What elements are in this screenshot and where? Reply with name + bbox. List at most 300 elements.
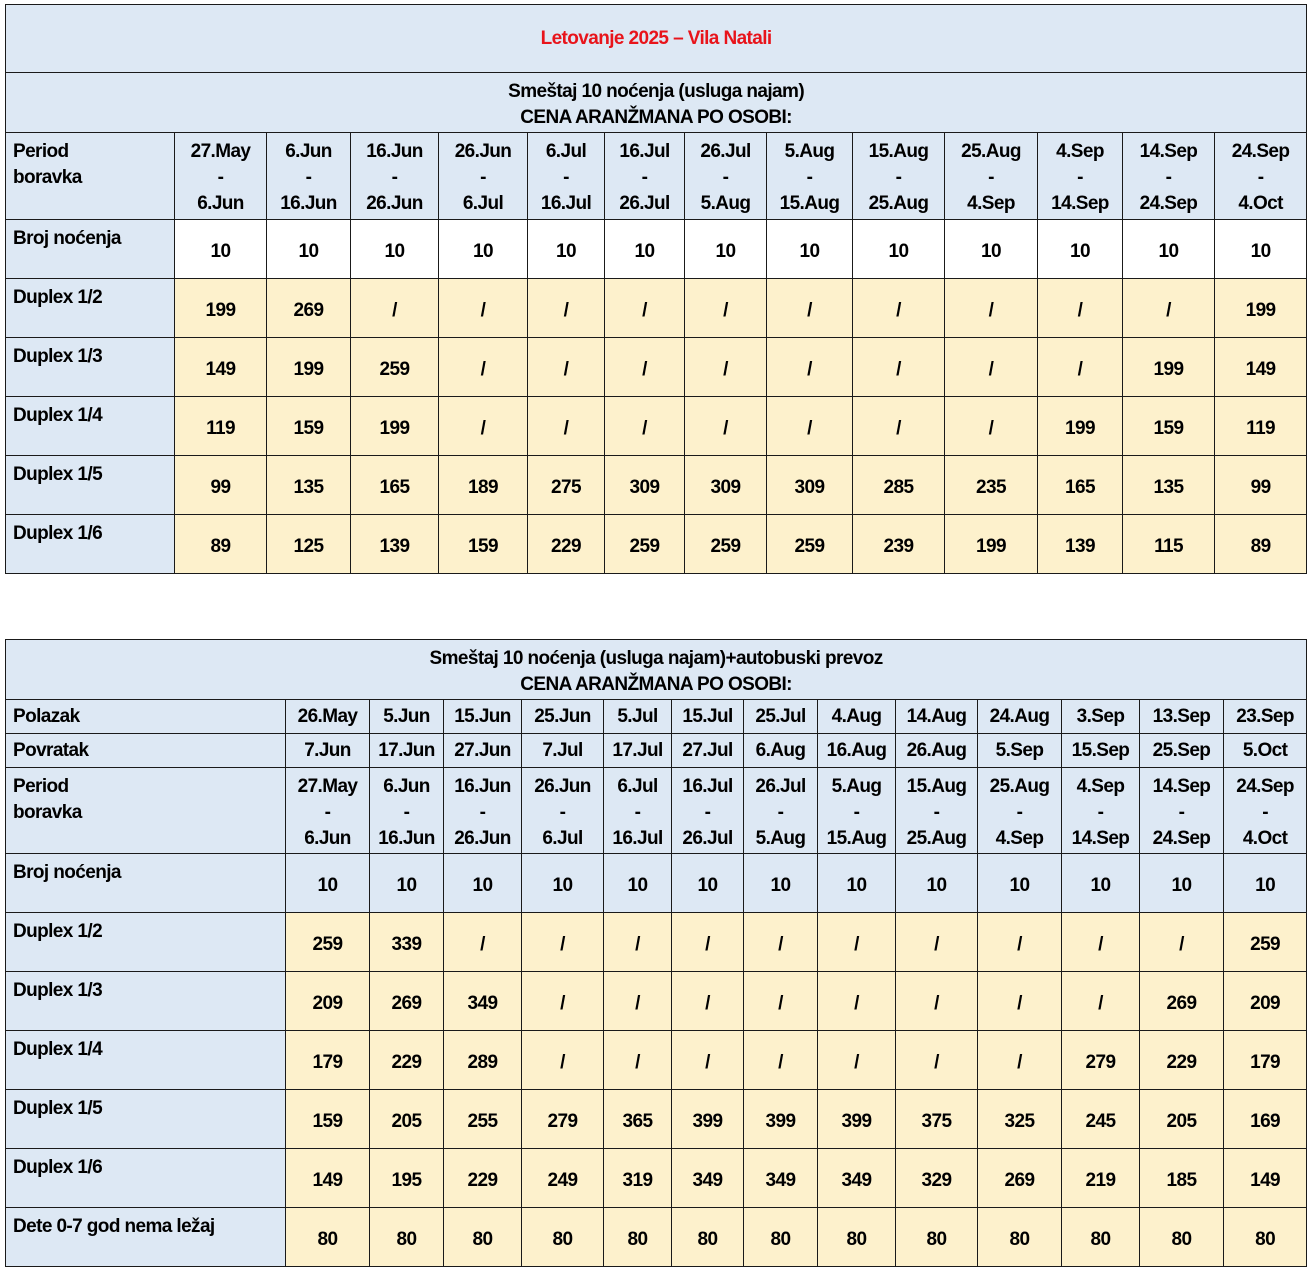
price-cell: 349 xyxy=(444,972,522,1031)
nights-cell: 10 xyxy=(896,854,978,913)
period-cell xyxy=(685,133,767,220)
price-cell: 89 xyxy=(1215,515,1307,574)
return-date: 16.Aug xyxy=(818,734,896,768)
room-type-label: Duplex 1/2 xyxy=(6,913,286,972)
period-label xyxy=(6,768,286,854)
nights-cell: 10 xyxy=(1224,854,1307,913)
price-cell: / xyxy=(685,397,767,456)
price-cell: 209 xyxy=(1224,972,1307,1031)
period-dash: - xyxy=(1257,167,1264,188)
room-type-label: Duplex 1/4 xyxy=(6,397,175,456)
price-cell: 115 xyxy=(1123,515,1215,574)
room-type-label: Duplex 1/3 xyxy=(6,972,286,1031)
period-to: 6.Jun xyxy=(197,193,244,214)
price-cell: 399 xyxy=(672,1090,744,1149)
period-cell xyxy=(370,768,444,854)
table-header xyxy=(6,640,1307,700)
price-cell: 309 xyxy=(685,456,767,515)
price-cell: / xyxy=(978,913,1062,972)
table-row xyxy=(6,456,1307,515)
nights-row xyxy=(6,854,1307,913)
return-date: 7.Jul xyxy=(522,734,604,768)
price-cell: / xyxy=(978,972,1062,1031)
nights-cell: 10 xyxy=(1215,220,1307,279)
period-from: 15.Aug xyxy=(906,776,967,797)
table-row xyxy=(6,972,1307,1031)
period-dash: - xyxy=(1016,802,1023,823)
price-cell: 80 xyxy=(818,1208,896,1267)
price-cell: 149 xyxy=(1215,338,1307,397)
period-cell xyxy=(1140,768,1224,854)
period-dash: - xyxy=(806,167,813,188)
price-cell: 195 xyxy=(370,1149,444,1208)
period-to: 26.Jul xyxy=(682,828,733,849)
price-cell: 279 xyxy=(522,1090,604,1149)
period-cell xyxy=(444,768,522,854)
price-cell: 279 xyxy=(1062,1031,1140,1090)
nights-cell: 10 xyxy=(853,220,945,279)
nights-cell: 10 xyxy=(1140,854,1224,913)
period-to: 16.Jul xyxy=(612,828,663,849)
period-dash: - xyxy=(305,167,312,188)
period-to: 5.Aug xyxy=(755,828,806,849)
return-date: 27.Jun xyxy=(444,734,522,768)
price-cell: / xyxy=(896,913,978,972)
price-cell: / xyxy=(522,913,604,972)
price-cell: 275 xyxy=(528,456,605,515)
price-cell: 375 xyxy=(896,1090,978,1149)
return-date: 5.Oct xyxy=(1224,734,1307,768)
price-cell: / xyxy=(605,338,685,397)
price-cell: / xyxy=(1062,972,1140,1031)
price-cell: / xyxy=(853,279,945,338)
nights-cell: 10 xyxy=(439,220,528,279)
period-cell xyxy=(604,768,672,854)
nights-cell: 10 xyxy=(1123,220,1215,279)
nights-cell: 10 xyxy=(286,854,370,913)
period-cell xyxy=(439,133,528,220)
price-cell: 159 xyxy=(286,1090,370,1149)
period-dash: - xyxy=(1178,802,1185,823)
price-cell: / xyxy=(672,972,744,1031)
price-cell: / xyxy=(685,338,767,397)
room-type-label: Duplex 1/6 xyxy=(6,515,175,574)
nights-cell: 10 xyxy=(672,854,744,913)
nights-cell: 10 xyxy=(444,854,522,913)
departure-date: 15.Jun xyxy=(444,700,522,734)
price-cell: / xyxy=(767,338,853,397)
departure-date: 5.Jun xyxy=(370,700,444,734)
price-cell: 80 xyxy=(1224,1208,1307,1267)
departure-date: 4.Aug xyxy=(818,700,896,734)
period-dash: - xyxy=(480,167,486,188)
price-cell: / xyxy=(1062,913,1140,972)
price-cell: 229 xyxy=(1140,1031,1224,1090)
price-cell: 199 xyxy=(1038,397,1123,456)
price-cell: 229 xyxy=(444,1149,522,1208)
room-type-label: Dete 0-7 god nema ležaj xyxy=(6,1208,286,1267)
price-cell: / xyxy=(685,279,767,338)
period-to: 16.Jun xyxy=(378,828,435,849)
nights-cell: 10 xyxy=(351,220,439,279)
departure-date: 3.Sep xyxy=(1062,700,1140,734)
period-label-line-1: Period xyxy=(13,141,69,162)
period-dash: - xyxy=(1262,802,1268,823)
table-row xyxy=(6,338,1307,397)
price-cell: 80 xyxy=(444,1208,522,1267)
period-from: 16.Jul xyxy=(619,141,670,162)
table-row xyxy=(6,397,1307,456)
price-cell: 165 xyxy=(351,456,439,515)
price-cell: 159 xyxy=(267,397,351,456)
period-dash: - xyxy=(1077,167,1083,188)
price-cell: 80 xyxy=(522,1208,604,1267)
price-cell: / xyxy=(351,279,439,338)
price-cell: / xyxy=(896,972,978,1031)
price-cell: 149 xyxy=(1224,1149,1307,1208)
period-cell xyxy=(175,133,267,220)
price-cell: / xyxy=(604,1031,672,1090)
period-dash: - xyxy=(559,802,566,823)
return-date: 25.Sep xyxy=(1140,734,1224,768)
nights-cell: 10 xyxy=(978,854,1062,913)
period-from: 25.Aug xyxy=(961,141,1021,162)
period-dash: - xyxy=(324,802,331,823)
period-cell xyxy=(767,133,853,220)
nights-cell: 10 xyxy=(1062,854,1140,913)
table-row xyxy=(6,1208,1307,1267)
nights-cell: 10 xyxy=(175,220,267,279)
price-cell: 259 xyxy=(685,515,767,574)
period-from: 15.Aug xyxy=(868,141,929,162)
price-cell: 349 xyxy=(744,1149,818,1208)
period-to: 6.Jul xyxy=(542,828,583,849)
price-cell: 189 xyxy=(439,456,528,515)
price-cell: / xyxy=(744,972,818,1031)
room-type-label: Duplex 1/6 xyxy=(6,1149,286,1208)
period-from: 27.May xyxy=(297,776,358,797)
price-cell: 169 xyxy=(1224,1090,1307,1149)
price-cell: / xyxy=(439,338,528,397)
period-to: 26.Jun xyxy=(366,193,423,214)
period-cell xyxy=(1224,768,1307,854)
period-to: 25.Aug xyxy=(868,193,929,214)
page-title: Letovanje 2025 – Vila Natali xyxy=(6,5,1307,73)
period-dash: - xyxy=(933,802,940,823)
period-to: 4.Sep xyxy=(995,828,1044,849)
price-cell: 80 xyxy=(286,1208,370,1267)
price-cell: 80 xyxy=(744,1208,818,1267)
nights-label: Broj noćenja xyxy=(6,220,175,279)
return-date: 6.Aug xyxy=(744,734,818,768)
price-cell: 179 xyxy=(1224,1031,1307,1090)
period-dash: - xyxy=(1165,167,1172,188)
nights-cell: 10 xyxy=(370,854,444,913)
header-line-1: Smeštaj 10 noćenja (usluga najam) xyxy=(508,80,805,102)
price-cell: 285 xyxy=(853,456,945,515)
price-cell: 139 xyxy=(1038,515,1123,574)
price-cell: 179 xyxy=(286,1031,370,1090)
nights-cell: 10 xyxy=(685,220,767,279)
price-cell: / xyxy=(1038,338,1123,397)
price-cell: 80 xyxy=(604,1208,672,1267)
header-line-1: Smeštaj 10 noćenja (usluga najam)+autobuski prevoz xyxy=(429,647,883,669)
price-cell: / xyxy=(528,279,605,338)
departure-date: 24.Aug xyxy=(978,700,1062,734)
period-cell xyxy=(1038,133,1123,220)
period-dash: - xyxy=(479,802,486,823)
period-to: 14.Sep xyxy=(1071,828,1130,849)
price-cell: 199 xyxy=(175,279,267,338)
period-cell xyxy=(1062,768,1140,854)
period-cell xyxy=(945,133,1038,220)
price-cell: 239 xyxy=(853,515,945,574)
nights-row xyxy=(6,220,1307,279)
price-cell: 229 xyxy=(370,1031,444,1090)
room-type-label: Duplex 1/5 xyxy=(6,456,175,515)
period-cell xyxy=(267,133,351,220)
period-from: 25.Aug xyxy=(989,776,1050,797)
price-cell: 80 xyxy=(1062,1208,1140,1267)
price-cell: 205 xyxy=(370,1090,444,1149)
price-cell: / xyxy=(896,1031,978,1090)
departure-date: 25.Jul xyxy=(744,700,818,734)
departure-date: 15.Jul xyxy=(672,700,744,734)
price-cell: 165 xyxy=(1038,456,1123,515)
price-cell: 199 xyxy=(351,397,439,456)
period-dash: - xyxy=(217,167,224,188)
period-from: 26.Jun xyxy=(454,141,512,162)
price-cell: / xyxy=(604,972,672,1031)
period-dash: - xyxy=(722,167,729,188)
price-cell: 269 xyxy=(267,279,351,338)
price-cell: 185 xyxy=(1140,1149,1224,1208)
price-cell: 319 xyxy=(604,1149,672,1208)
header-row xyxy=(6,640,1307,700)
price-cell: 325 xyxy=(978,1090,1062,1149)
price-cell: 99 xyxy=(175,456,267,515)
period-cell xyxy=(1215,133,1307,220)
price-cell: 80 xyxy=(1140,1208,1224,1267)
period-from: 16.Jul xyxy=(682,776,733,797)
price-cell: 149 xyxy=(286,1149,370,1208)
return-date: 7.Jun xyxy=(286,734,370,768)
period-to: 26.Jun xyxy=(454,828,511,849)
departure-row xyxy=(6,700,1307,734)
price-cell: 399 xyxy=(818,1090,896,1149)
table-row xyxy=(6,279,1307,338)
nights-cell: 10 xyxy=(522,854,604,913)
period-cell xyxy=(522,768,604,854)
period-from: 4.Sep xyxy=(1056,141,1104,162)
price-cell: / xyxy=(522,1031,604,1090)
price-cell: / xyxy=(818,913,896,972)
period-dash: - xyxy=(634,802,641,823)
period-dash: - xyxy=(641,167,648,188)
period-row xyxy=(6,133,1307,220)
price-cell: 199 xyxy=(1215,279,1307,338)
price-cell: 119 xyxy=(1215,397,1307,456)
price-cell: 139 xyxy=(351,515,439,574)
period-label-line-2: boravka xyxy=(13,802,82,823)
return-date: 17.Jun xyxy=(370,734,444,768)
period-to: 25.Aug xyxy=(906,828,967,849)
period-cell xyxy=(818,768,896,854)
nights-cell: 10 xyxy=(945,220,1038,279)
period-label-line-1: Period xyxy=(13,776,69,797)
return-date: 5.Sep xyxy=(978,734,1062,768)
period-from: 6.Jun xyxy=(383,776,430,797)
period-label-line-2: boravka xyxy=(13,167,82,188)
period-from: 6.Jul xyxy=(617,776,658,797)
price-table-accommodation xyxy=(5,4,1307,574)
table-header xyxy=(6,73,1307,133)
departure-date: 14.Aug xyxy=(896,700,978,734)
period-from: 26.Jul xyxy=(755,776,806,797)
price-cell: 249 xyxy=(522,1149,604,1208)
period-from: 5.Aug xyxy=(784,141,835,162)
price-cell: 269 xyxy=(978,1149,1062,1208)
period-to: 6.Jul xyxy=(462,193,504,214)
period-to: 15.Aug xyxy=(826,828,887,849)
period-cell xyxy=(286,768,370,854)
price-cell: / xyxy=(604,913,672,972)
price-cell: 309 xyxy=(767,456,853,515)
period-to: 15.Aug xyxy=(779,193,840,214)
price-cell: 199 xyxy=(267,338,351,397)
price-cell: 309 xyxy=(605,456,685,515)
header-line-2: CENA ARANŽMANA PO OSOBI: xyxy=(520,106,792,128)
price-cell: 229 xyxy=(528,515,605,574)
price-cell: 259 xyxy=(351,338,439,397)
price-cell: 199 xyxy=(1123,338,1215,397)
period-dash: - xyxy=(777,802,784,823)
price-cell: / xyxy=(672,913,744,972)
departure-label: Polazak xyxy=(6,700,286,734)
departure-date: 25.Jun xyxy=(522,700,604,734)
departure-date: 26.May xyxy=(286,700,370,734)
period-cell xyxy=(528,133,605,220)
period-row xyxy=(6,768,1307,854)
price-cell: 199 xyxy=(945,515,1038,574)
nights-cell: 10 xyxy=(818,854,896,913)
price-cell: 259 xyxy=(767,515,853,574)
return-label: Povratak xyxy=(6,734,286,768)
period-dash: - xyxy=(988,167,994,188)
period-dash: - xyxy=(704,802,711,823)
period-to: 16.Jul xyxy=(540,193,592,214)
price-cell: 149 xyxy=(175,338,267,397)
period-from: 6.Jun xyxy=(285,141,332,162)
price-cell: 80 xyxy=(672,1208,744,1267)
period-from: 27.May xyxy=(190,141,251,162)
period-from: 4.Sep xyxy=(1076,776,1125,797)
return-date: 27.Jul xyxy=(672,734,744,768)
period-cell xyxy=(672,768,744,854)
period-dash: - xyxy=(403,802,410,823)
room-type-label: Duplex 1/4 xyxy=(6,1031,286,1090)
price-cell: 259 xyxy=(286,913,370,972)
period-cell xyxy=(605,133,685,220)
period-from: 14.Sep xyxy=(1152,776,1211,797)
period-to: 4.Sep xyxy=(967,193,1015,214)
price-cell: / xyxy=(444,913,522,972)
price-cell: 80 xyxy=(370,1208,444,1267)
price-cell: / xyxy=(605,397,685,456)
header-line-2: CENA ARANŽMANA PO OSOBI: xyxy=(520,673,792,695)
nights-cell: 10 xyxy=(744,854,818,913)
period-dash: - xyxy=(391,167,398,188)
departure-date: 13.Sep xyxy=(1140,700,1224,734)
price-cell: 89 xyxy=(175,515,267,574)
room-type-label: Duplex 1/3 xyxy=(6,338,175,397)
price-cell: 135 xyxy=(1123,456,1215,515)
table-row xyxy=(6,1149,1307,1208)
period-cell xyxy=(853,133,945,220)
period-to: 16.Jun xyxy=(280,193,337,214)
period-dash: - xyxy=(895,167,902,188)
price-cell: / xyxy=(672,1031,744,1090)
header-row xyxy=(6,73,1307,133)
price-cell: / xyxy=(767,279,853,338)
price-cell: 119 xyxy=(175,397,267,456)
price-cell: 235 xyxy=(945,456,1038,515)
period-to: 4.Oct xyxy=(1242,828,1288,849)
price-cell: 259 xyxy=(1224,913,1307,972)
return-date: 15.Sep xyxy=(1062,734,1140,768)
nights-cell: 10 xyxy=(605,220,685,279)
price-cell: 349 xyxy=(672,1149,744,1208)
price-cell: / xyxy=(744,913,818,972)
period-from: 26.Jul xyxy=(700,141,751,162)
price-cell: 99 xyxy=(1215,456,1307,515)
nights-cell: 10 xyxy=(1038,220,1123,279)
table-row xyxy=(6,1090,1307,1149)
price-cell: 259 xyxy=(605,515,685,574)
nights-cell: 10 xyxy=(528,220,605,279)
price-cell: / xyxy=(978,1031,1062,1090)
price-cell: 159 xyxy=(1123,397,1215,456)
price-cell: 365 xyxy=(604,1090,672,1149)
period-from: 16.Jun xyxy=(366,141,423,162)
price-cell: / xyxy=(1140,913,1224,972)
price-cell: 339 xyxy=(370,913,444,972)
table-row xyxy=(6,913,1307,972)
price-cell: 125 xyxy=(267,515,351,574)
period-to: 14.Sep xyxy=(1051,193,1109,214)
price-cell: / xyxy=(605,279,685,338)
period-from: 6.Jul xyxy=(545,141,587,162)
price-cell: 255 xyxy=(444,1090,522,1149)
price-cell: / xyxy=(945,338,1038,397)
period-from: 5.Aug xyxy=(831,776,882,797)
price-cell: 159 xyxy=(439,515,528,574)
nights-cell: 10 xyxy=(604,854,672,913)
price-cell: / xyxy=(1123,279,1215,338)
price-cell: / xyxy=(528,397,605,456)
price-cell: / xyxy=(818,972,896,1031)
price-cell: 80 xyxy=(978,1208,1062,1267)
period-from: 24.Sep xyxy=(1231,141,1290,162)
period-cell xyxy=(978,768,1062,854)
table-row xyxy=(6,515,1307,574)
period-to: 5.Aug xyxy=(700,193,751,214)
price-cell: 80 xyxy=(896,1208,978,1267)
departure-date: 23.Sep xyxy=(1224,700,1307,734)
period-cell xyxy=(896,768,978,854)
return-date: 26.Aug xyxy=(896,734,978,768)
price-cell: 349 xyxy=(818,1149,896,1208)
